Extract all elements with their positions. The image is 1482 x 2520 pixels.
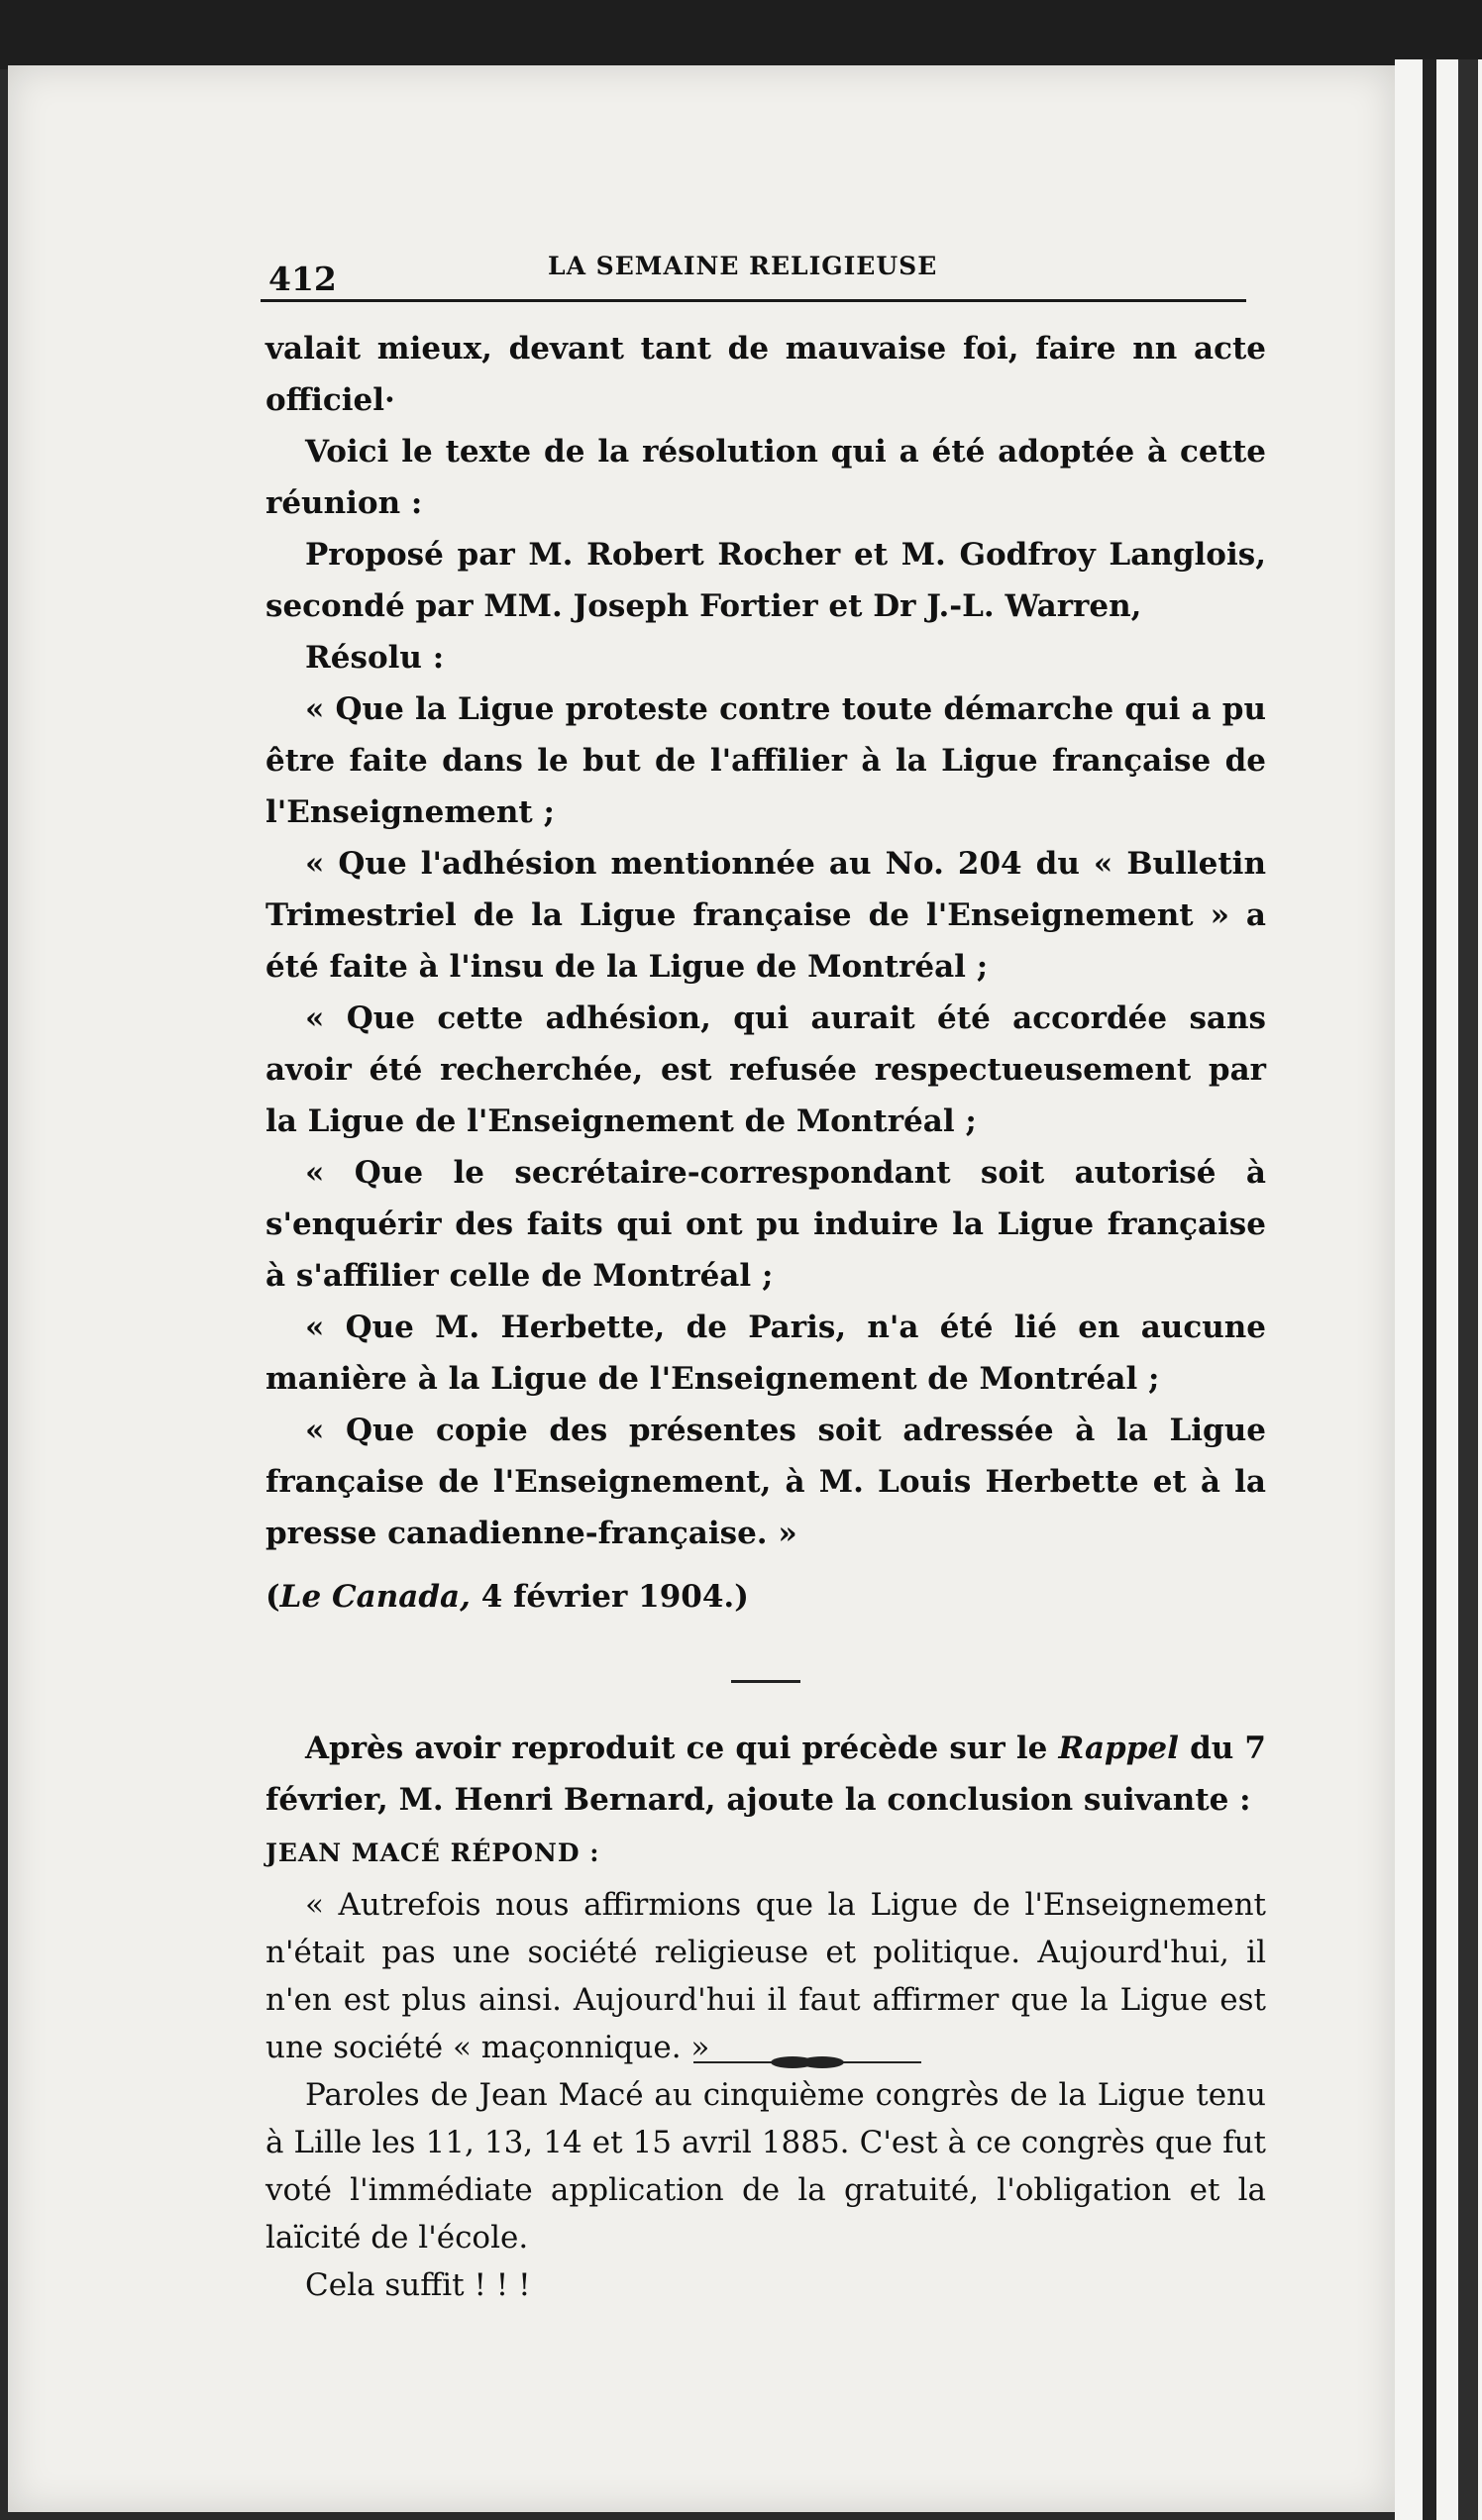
- resolution-clause: « Que la Ligue proteste contre toute démarche qui a pu être faite dans le but de l'affilier à la Ligue française de l'Enseignement ;: [265, 691, 1266, 830]
- newspaper-name: Le Canada,: [279, 1579, 471, 1615]
- source-citation: (Le Canada, 4 février 1904.): [265, 1579, 749, 1615]
- scan-top-border: [0, 0, 1482, 69]
- page-content: [265, 323, 1266, 2309]
- resolution-clause: « Que M. Herbette, de Paris, n'a été lié en aucune manière à la Ligue de l'Enseignement de Montréal ;: [265, 1310, 1266, 1397]
- subheading: JEAN MACÉ RÉPOND :: [265, 1838, 600, 1867]
- resolution-clause: « Que le secrétaire-correspondant soit autorisé à s'enquérir des faits qui ont pu induire la Ligue française à s'affilier celle de Montréal ;: [265, 1155, 1266, 1294]
- end-ornament: [693, 2050, 921, 2074]
- paragraph: Cela suffit ! ! !: [305, 2267, 531, 2303]
- scan-right-edge: [1395, 59, 1482, 2520]
- paragraph: Paroles de Jean Macé au cinquième congrès de la Ligue tenu à Lille les 11, 13, 14 et 15 avril 1885. C'est à ce congrès que fut voté l'immédiate application de la gratuité, l'obligation et la laïcité de l'école.: [265, 2077, 1266, 2256]
- paragraph: Proposé par M. Robert Rocher et M. Godfroy Langlois, secondé par MM. Joseph Fortier et Dr J.-L. Warren,: [265, 537, 1266, 624]
- resolution-clause: « Que l'adhésion mentionnée au No. 204 du « Bulletin Trimestriel de la Ligue française de l'Enseignement » a été faite à l'insu de la Ligue de Montréal ;: [265, 846, 1266, 985]
- paragraph: Voici le texte de la résolution qui a été adoptée à cette réunion :: [265, 434, 1266, 521]
- newspaper-name: Rappel: [1058, 1731, 1179, 1766]
- quotation: « Autrefois nous affirmions que la Ligue de l'Enseignement n'était pas une société religieuse et politique. Aujourd'hui, il n'en est plus ainsi. Aujourd'hui il faut affirmer que la Ligue est une société « maçonnique. »: [265, 1887, 1266, 2065]
- paragraph: Après avoir reproduit ce qui précède sur le Rappel du 7 février, M. Henri Bernard, ajoute la conclusion suivante :: [265, 1731, 1267, 1818]
- page-number: 412: [268, 260, 337, 298]
- running-title: LA SEMAINE RELIGIEUSE: [548, 252, 938, 280]
- resolution-clause: « Que cette adhésion, qui aurait été accordée sans avoir été recherchée, est refusée respectueusement par la Ligue de l'Enseignement de Montréal ;: [265, 1000, 1266, 1139]
- paragraph: valait mieux, devant tant de mauvaise foi, faire nn acte officiel·: [265, 331, 1266, 418]
- page-header: [261, 246, 1246, 302]
- binding-shadow-outer: [1458, 59, 1478, 2520]
- quotation-block: [265, 1881, 1266, 2309]
- paragraph: Résolu :: [305, 640, 445, 676]
- section-divider: [731, 1680, 800, 1683]
- resolution-clause: « Que copie des présentes soit adressée à la Ligue française de l'Enseignement, à M. Louis Herbette et à la presse canadienne-française. »: [265, 1413, 1266, 1551]
- binding-shadow: [1423, 59, 1436, 2520]
- section-intro: [265, 1723, 1266, 1875]
